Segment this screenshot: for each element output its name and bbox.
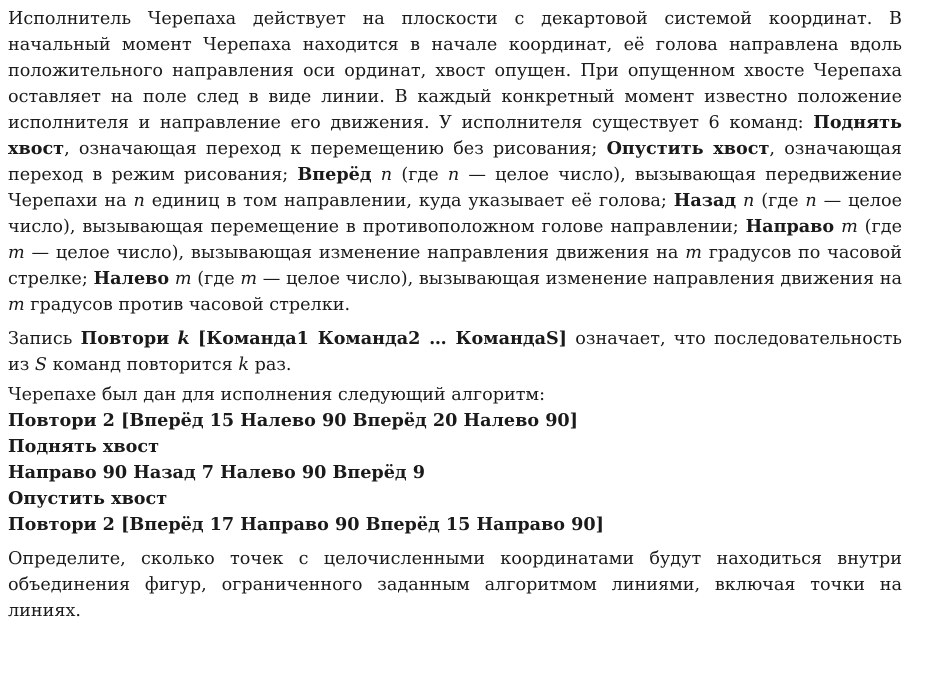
command-right: Направо [745, 216, 835, 237]
algorithm-line: Направо 90 Назад 7 Налево 90 Вперёд 9 [8, 462, 426, 483]
intro-text: единиц в том направлении, куда указывает её голова; [144, 191, 674, 211]
task-document [8, 6, 902, 624]
intro-text: — целое число), вызывающая изменение направления движения на [24, 243, 686, 263]
repeat-note-text: Запись [8, 329, 81, 349]
algorithm-line: Опустить хвост [8, 488, 168, 509]
variable-m: m [8, 295, 25, 315]
variable-n: n [133, 191, 145, 211]
command-repeat: Повтори [80, 328, 170, 349]
intro-text: — целое число), вызывающая перемещение в противоположном голове направлении; [8, 191, 902, 237]
repeat-note-paragraph [8, 326, 902, 378]
command-down: Опустить хвост [606, 138, 770, 159]
repeat-note-text: раз. [248, 355, 292, 375]
intro-text: — целое число), вызывающая передвижение Черепахи на [8, 165, 903, 211]
variable-n: n [742, 191, 755, 211]
variable-n: n [380, 165, 393, 185]
intro-text: градусов против часовой стрелки. [24, 295, 351, 315]
intro-paragraph [8, 6, 902, 318]
variable-m: m [8, 243, 25, 263]
variable-n: n [447, 165, 460, 185]
command-forward: Вперёд [297, 164, 372, 185]
algorithm-intro: Черепахе был дан для исполнения следующий алгоритм: [8, 385, 546, 405]
variable-m: m [841, 217, 858, 237]
intro-text: (где [754, 191, 806, 211]
repeat-note-text: команд повторится [46, 355, 239, 375]
repeat-bracket-text: [Команда1 Команда2 … КомандаS] [197, 328, 568, 349]
variable-m: m [240, 269, 258, 289]
variable-k: k [238, 355, 249, 375]
question-paragraph: Определите, сколько точек с целочисленными координатами будут находиться внутри объединения фигур, ограниченного заданным алгоритмом линиями, включая точки на линиях. [8, 549, 902, 621]
repeat-note-text: означает, что последовательность из [8, 329, 902, 375]
variable-s: S [34, 355, 47, 375]
intro-text: (где [392, 165, 448, 185]
intro-text: , означающая переход к перемещению без рисования; [64, 139, 607, 159]
intro-text: — целое число), вызывающая изменение направления движения на [257, 269, 902, 289]
algorithm-line: Повтори 2 [Вперёд 17 Направо 90 Вперёд 15 Направо 90] [8, 514, 604, 535]
variable-n: n [805, 191, 817, 211]
command-up: Поднять хвост [8, 112, 902, 159]
intro-text: Исполнитель Черепаха действует на плоскости с декартовой системой координат. В начальный момент Черепаха находится в начале координат, её голова направлена вдоль положительного направления оси ординат, хвост опущен. При опущенном хвосте Черепаха оставляет на поле след в виде линии. В каждый конкретный момент известно положение исполнителя и направление его движения. У исполнителя существует 6 команд: [8, 9, 902, 133]
algorithm-block [8, 408, 902, 538]
command-left: Налево [93, 268, 170, 289]
intro-text: (где [191, 269, 241, 289]
variable-k: k [177, 328, 190, 349]
intro-text: , означающая переход в режим рисования; [8, 139, 902, 185]
algorithm-line: Поднять хвост [8, 436, 159, 457]
variable-m: m [174, 269, 192, 289]
algorithm-line: Повтори 2 [Вперёд 15 Налево 90 Вперёд 20 Налево 90] [8, 410, 579, 431]
variable-m: m [685, 243, 702, 263]
intro-text: (где [857, 217, 903, 237]
intro-text: градусов по часовой стрелке; [8, 243, 902, 289]
command-back: Назад [673, 190, 737, 211]
